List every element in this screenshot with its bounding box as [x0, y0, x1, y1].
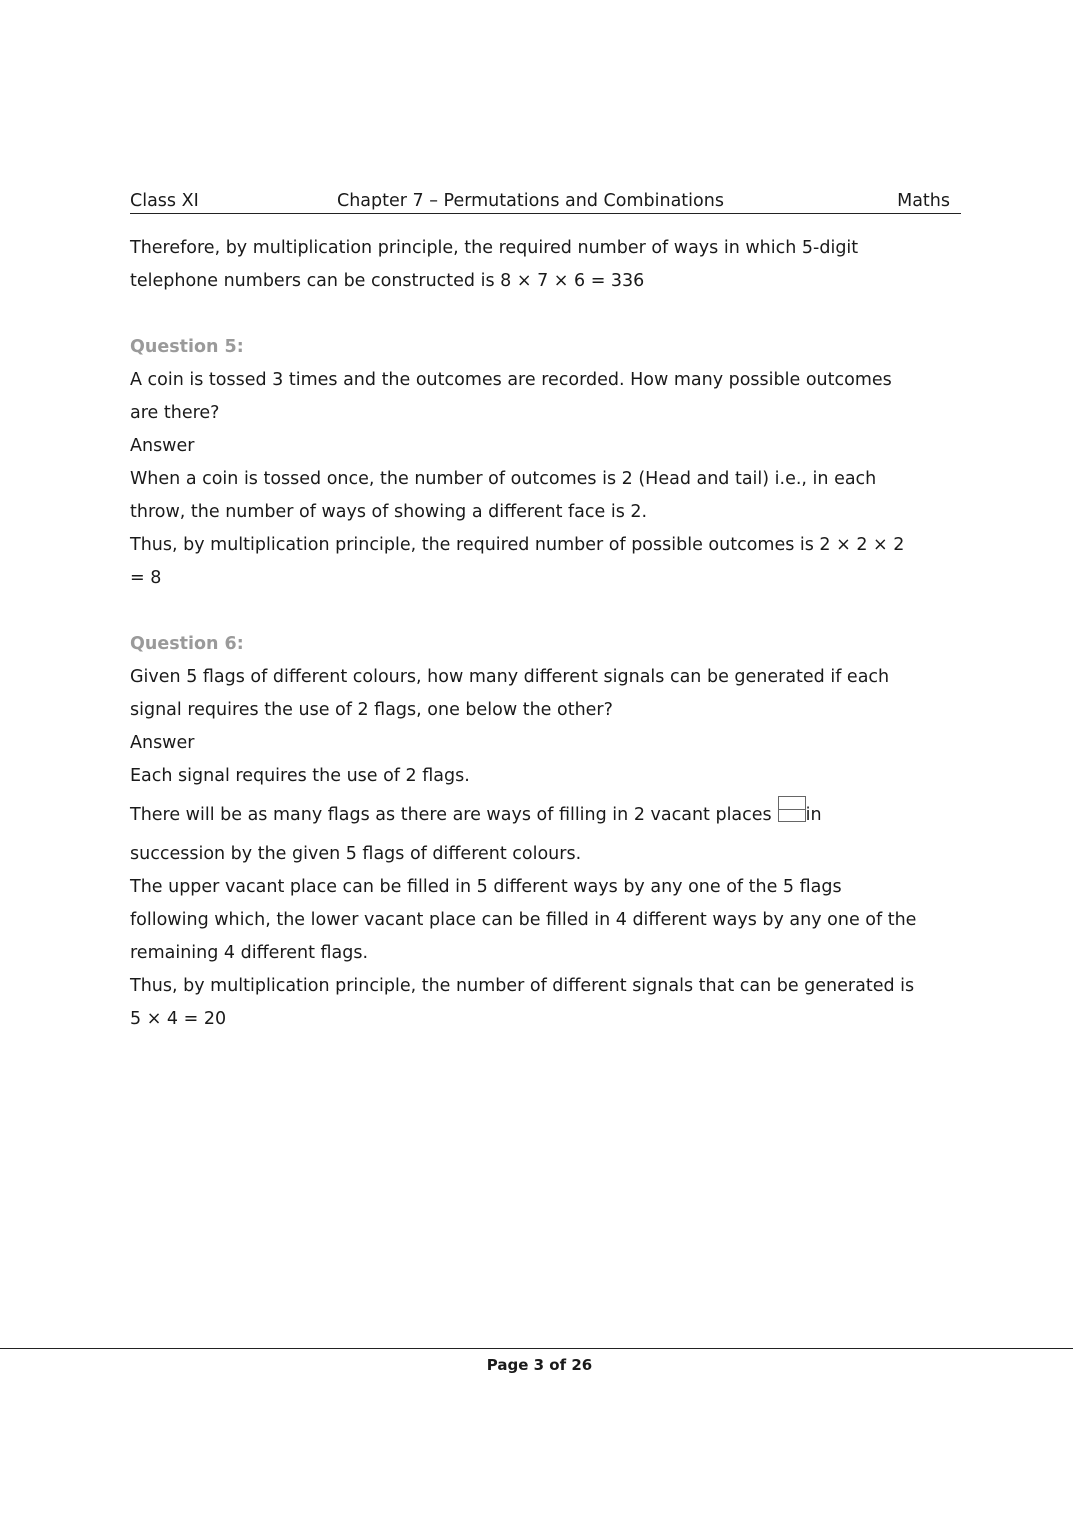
question-6-answer-text	[130, 793, 960, 838]
question-6-answer-text: remaining 4 different flags.	[130, 943, 369, 963]
question-6-answer-label: Answer	[130, 733, 195, 753]
question-6-answer-text: The upper vacant place can be filled in 5 different ways by any one of the 5 flags	[130, 877, 842, 897]
header-chapter-title: Chapter 7 – Permutations and Combinations	[337, 191, 724, 211]
page-content	[130, 232, 960, 1036]
question-6-title: Question 6:	[130, 634, 244, 654]
footer-divider	[0, 1348, 1073, 1349]
vacant-places-text-after: in	[805, 805, 822, 825]
question-6-text: Given 5 flags of different colours, how many different signals can be generated if each	[130, 667, 890, 687]
question-5-text: A coin is tossed 3 times and the outcomes are recorded. How many possible outcomes	[130, 370, 892, 390]
question-5-answer-text: Thus, by multiplication principle, the required number of possible outcomes is 2 × 2 × 2	[130, 535, 905, 555]
question-5-answer-label: Answer	[130, 436, 195, 456]
header-class: Class XI	[130, 191, 199, 211]
intro-line: Therefore, by multiplication principle, the required number of ways in which 5-digit	[130, 238, 859, 258]
question-6-answer-text: following which, the lower vacant place can be filled in 4 different ways by any one of the	[130, 910, 917, 930]
vacant-places-text: There will be as many flags as there are ways of filling in 2 vacant places	[130, 805, 772, 825]
vacant-places-icon	[778, 796, 806, 822]
question-6-text: signal requires the use of 2 flags, one below the other?	[130, 700, 613, 720]
question-5-answer-text: = 8	[130, 568, 162, 588]
question-5-title: Question 5:	[130, 337, 244, 357]
spacer	[130, 595, 960, 628]
question-5-answer-text: When a coin is tossed once, the number of outcomes is 2 (Head and tail) i.e., in each	[130, 469, 877, 489]
intro-line: telephone numbers can be constructed is 8 × 7 × 6 = 336	[130, 271, 645, 291]
question-5-text: are there?	[130, 403, 220, 423]
header-subject: Maths	[897, 191, 950, 211]
question-6-answer-text: Thus, by multiplication principle, the number of different signals that can be generated is	[130, 976, 915, 996]
question-6-answer-text: 5 × 4 = 20	[130, 1009, 227, 1029]
question-6-answer-text: Each signal requires the use of 2 flags.	[130, 766, 470, 786]
page-header	[130, 189, 961, 214]
page-number: Page 3 of 26	[486, 1356, 593, 1374]
question-5-answer-text: throw, the number of ways of showing a different face is 2.	[130, 502, 648, 522]
spacer	[130, 298, 960, 331]
question-6-answer-text: succession by the given 5 flags of different colours.	[130, 844, 582, 864]
